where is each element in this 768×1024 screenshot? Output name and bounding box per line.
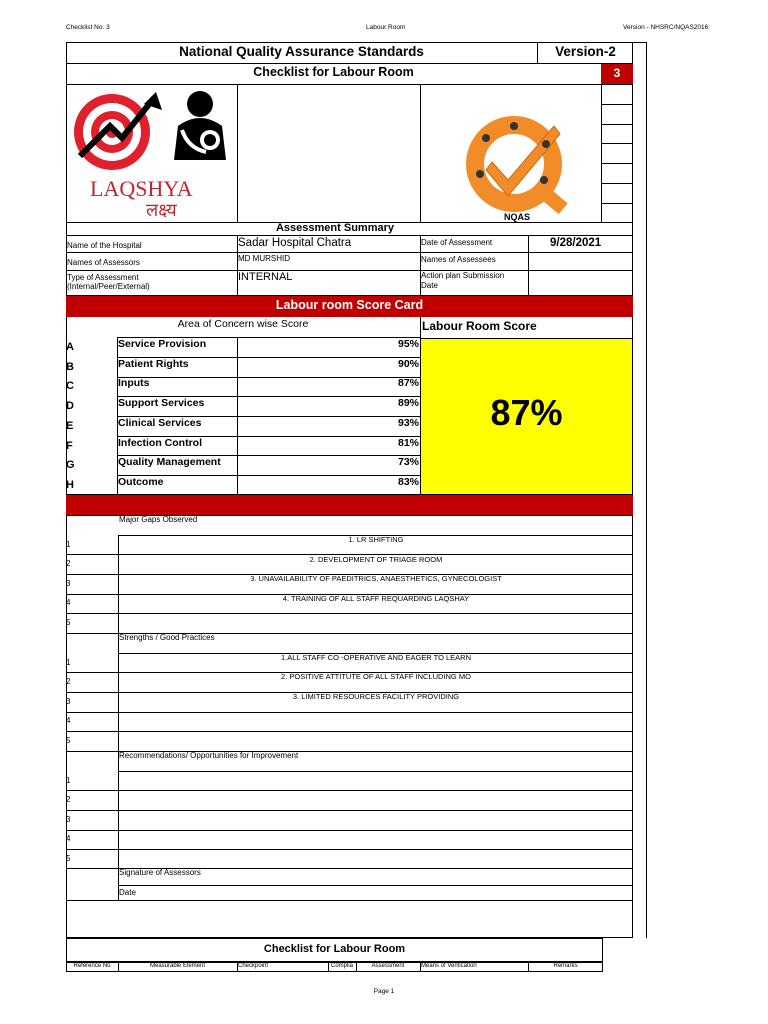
concern-score: 90%: [397, 358, 419, 370]
concern-name: Support Services: [118, 397, 205, 409]
page-number: Page 1: [373, 988, 395, 995]
concern-name: Infection Control: [118, 437, 202, 449]
item-number: 3: [66, 815, 71, 824]
item-text: 1.ALL STAFF CO -OPERATIVE AND EAGER TO LEARN: [280, 653, 472, 662]
laqshya-hindi-wordmark: लक्ष्य: [146, 200, 177, 221]
concern-score: 95%: [397, 338, 419, 350]
type-label-1: Type of Assessment: [67, 273, 139, 282]
col-reference-no: Reference No: [73, 963, 111, 969]
recommendations-heading: Recommendations/ Opportunities for Improvement: [119, 751, 299, 760]
nqas-logo-icon: [456, 110, 586, 224]
main-title: National Quality Assurance Standards: [179, 44, 424, 59]
signature-date-label: Date: [119, 888, 136, 897]
col-means-of-verification: Means of Verification: [421, 963, 477, 969]
laqshya-logo-icon: [70, 86, 235, 221]
concern-code: F: [66, 440, 73, 452]
concern-score: 83%: [397, 476, 419, 488]
action-plan-label-2: Date: [421, 281, 438, 290]
concern-code: B: [66, 361, 74, 373]
item-number: 5: [66, 736, 71, 745]
concern-name: Clinical Services: [118, 417, 202, 429]
concern-code: E: [66, 420, 74, 432]
item-number: 4: [66, 716, 71, 725]
concern-name: Service Provision: [118, 338, 207, 350]
assessees-label: Names of Assessees: [421, 255, 496, 264]
col-measurable-element: Measurable Element: [149, 963, 206, 969]
concern-code: G: [66, 459, 75, 471]
checklist-title: Checklist for Labour Room: [263, 943, 406, 955]
item-number: 5: [66, 854, 71, 863]
item-number: 4: [66, 598, 71, 607]
hospital-label: Name of the Hospital: [67, 241, 142, 250]
header-section: Labour Room: [366, 24, 406, 31]
item-text: 2. POSITIVE ATTITUTE OF ALL STAFF INCLUDING MO: [281, 672, 471, 681]
version-label: Version-2: [555, 44, 616, 59]
concern-name: Patient Rights: [118, 358, 189, 370]
concern-name: Inputs: [118, 377, 150, 389]
assessors-label: Names of Assessors: [67, 258, 140, 267]
laqshya-wordmark: LAQSHYA: [90, 176, 193, 201]
signature-label: Signature of Assessors: [119, 868, 201, 877]
type-value: INTERNAL: [238, 271, 293, 283]
item-text: 1. LR SHIFTING: [348, 535, 404, 544]
item-number: 2: [66, 559, 71, 568]
assessors-value: MD MURSHID: [238, 254, 290, 263]
concern-score: 89%: [397, 397, 419, 409]
assessment-summary-heading: Assessment Summary: [275, 222, 394, 234]
action-plan-label-1: Action plan Submission: [421, 271, 505, 280]
item-number: 3: [66, 697, 71, 706]
header-version: Version - NHSRC/NQAS2016: [623, 24, 709, 31]
col-assessment: Assessment: [371, 963, 405, 969]
concern-name: Outcome: [118, 476, 164, 488]
major-gaps-heading: Major Gaps Observed: [119, 515, 198, 524]
col-compliance: Complia: [330, 963, 353, 969]
item-number: 2: [66, 795, 71, 804]
checklist-number: 3: [613, 66, 621, 80]
scorecard-divider-bar: [66, 495, 633, 515]
date-of-assessment-label: Date of Assessment: [421, 238, 493, 247]
target-icon: [74, 92, 162, 170]
item-text: 3. LIMITED RESOURCES FACILITY PROVIDING: [292, 692, 460, 701]
item-number: 1: [66, 776, 71, 785]
concern-score: 93%: [397, 417, 419, 429]
type-label-2: (Internal/Peer/External): [67, 282, 150, 291]
concern-code: C: [66, 380, 74, 392]
labour-room-score-heading: Labour Room Score: [422, 319, 537, 333]
hospital-value: Sadar Hospital Chatra: [238, 237, 352, 249]
header-checklist-no: Checklist No. 3: [66, 24, 110, 31]
mother-child-icon: [174, 91, 226, 160]
overall-score: 87%: [490, 392, 563, 433]
concern-name: Quality Management: [118, 456, 221, 468]
item-number: 1: [66, 658, 71, 667]
item-number: 1: [66, 540, 71, 549]
col-remarks: Remarks: [553, 963, 578, 969]
item-text: 3. UNAVAILABILITY OF PAEDITRICS, ANAESTHETICS, GYNECOLOGIST: [250, 574, 502, 583]
nqas-label: NQAS: [504, 212, 531, 222]
concern-code: A: [66, 341, 74, 353]
concern-code: H: [66, 479, 74, 491]
strengths-heading: Strengths / Good Practices: [119, 633, 215, 642]
item-number: 5: [66, 618, 71, 627]
scorecard-title: Labour room Score Card: [275, 298, 424, 312]
item-text: 2. DEVELOPMENT OF TRIAGE ROOM: [309, 555, 443, 564]
item-number: 2: [66, 677, 71, 686]
concern-score: 73%: [397, 456, 419, 468]
concern-code: D: [66, 400, 74, 412]
item-number: 4: [66, 834, 71, 843]
concern-score: 81%: [397, 437, 419, 449]
sub-title: Checklist for Labour Room: [253, 65, 414, 79]
area-of-concern-heading: Area of Concern wise Score: [177, 318, 309, 330]
concern-score: 87%: [397, 377, 419, 389]
item-number: 3: [66, 579, 71, 588]
item-text: 4. TRAINING OF ALL STAFF REQUARDING LAQSHAY: [282, 594, 470, 603]
date-of-assessment-value: 9/28/2021: [550, 237, 602, 249]
col-checkpoint: Checkpoint: [238, 963, 269, 969]
